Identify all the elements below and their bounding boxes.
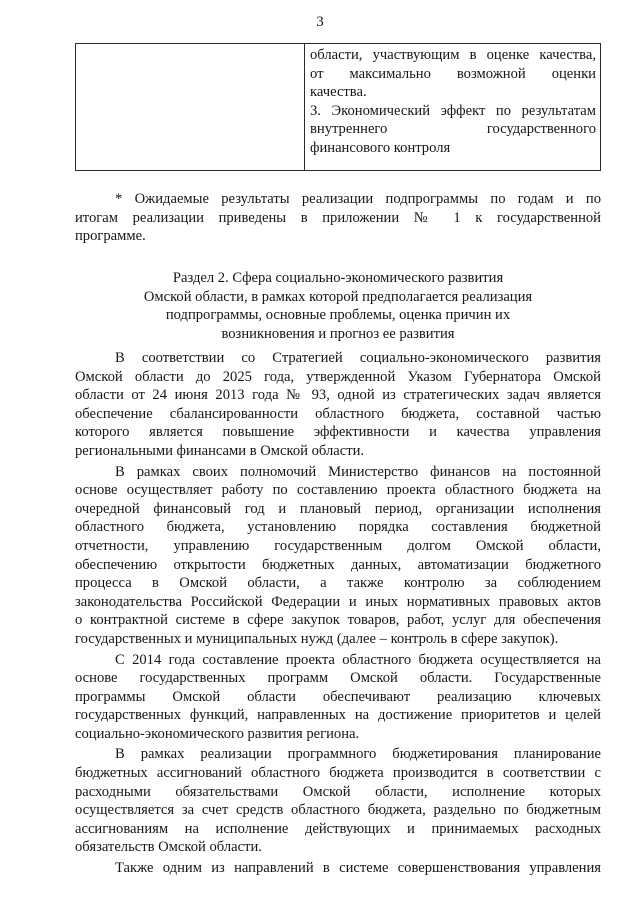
heading-line: Омской области, в рамках которой предполагается реализация [143,288,533,305]
footnote-line: * Ожидаемые результаты реализации подпрограммы по годам и по [115,191,601,207]
paragraph-line: основе осуществляет работу по составлению проекта областного бюджета на [75,482,601,499]
table-line: от максимально возможной оценки [310,65,596,82]
paragraph-line: очередной финансовый год и плановый период, организации исполнения [75,500,601,517]
paragraph-line: области от 24 июня 2013 года № 93, одной из стратегических задач является [75,387,601,404]
paragraph-line: основе государственных программ Омской области. Государственные [75,670,601,687]
paragraph [75,349,601,461]
heading-line: Раздел 2. Сфера социально-экономического развития [172,270,504,286]
heading-line: возникновения и прогноз ее развития [221,325,455,342]
paragraph-line: обеспечению открытости бюджетных данных, автоматизации бюджетного [75,556,601,573]
paragraph-line: Омской области до 2025 года, утвержденной Указом Губернатора Омской [75,368,601,385]
paragraph-line: В рамках реализации программного бюджетирования планирование [115,746,601,763]
paragraph-line: государственных и муниципальных нужд (далее – контроль в сфере закупок). [75,630,559,647]
paragraph-line: отчетности, управлению государственным долгом Омской области, [75,537,601,554]
paragraph-line: обязательств Омской области. [75,839,262,856]
footnote-line: итогам реализации приведены в приложении № 1 к государственной [75,209,601,226]
paragraph [75,463,601,649]
paragraph [75,651,601,744]
paragraph [75,745,601,857]
paragraph-line: которого является повышение эффективности и качества управления [75,424,601,441]
paragraph-line: расходными обязательствами Омской области, исполнение которых [75,783,601,800]
paragraph-line: программы Омской области обеспечивают реализацию ключевых [75,688,601,705]
table-line: финансового контроля [310,139,451,156]
paragraph-line: областного бюджета, установлению порядка составления бюджетной [75,519,601,536]
table-line: 3. Экономический эффект по результатам [310,102,596,119]
paragraph-line: законодательства Российской Федерации и иных нормативных правовых актов [75,593,601,610]
table-line: внутреннего государственного [310,121,596,138]
table-row [76,44,601,171]
paragraph-line: социально-экономического развития региона. [75,725,360,742]
paragraph-line: ассигнованиям на исполнение действующих и принимаемых расходных [75,820,601,837]
paragraph-line: обеспечение сбалансированности областного бюджета, составной частью [75,405,601,422]
paragraph-line: В рамках своих полномочий Министерство финансов на постоянной [115,463,601,480]
footnote [75,190,601,246]
table-line: качества. [310,84,367,101]
table-line: области, участвующим в оценке качества, [310,47,596,63]
footnote-line: программе. [75,228,146,245]
paragraph-line: бюджетных ассигнований областного бюджета производится в соответствии с [75,765,601,782]
page-number: 3 [316,14,324,30]
paragraph-line: осуществляется за счет средств областного бюджета, раздельно по бюджетным [75,802,601,819]
paragraph-line: региональными финансами в Омской области. [75,442,365,459]
paragraph-line: процесса в Омской области, а также контролю за соблюдением [75,575,601,592]
paragraph-line: о контрактной системе в сфере закупок товаров, работ, услуг для обеспечения [75,612,601,629]
continuation-table [75,43,601,171]
paragraph-line: государственных функций, направленных на достижение приоритетов и целей [75,707,601,724]
paragraph [75,859,601,878]
table-cell-indicators [305,44,601,171]
section-heading [75,269,601,343]
table-cell-empty [76,44,305,171]
paragraph-line: Также одним из направлений в системе совершенствования управления [115,860,601,877]
paragraph-line: В соответствии со Стратегией социально-экономического развития [115,350,601,366]
paragraph-line: С 2014 года составление проекта областного бюджета осуществляется на [115,651,601,668]
heading-line: подпрограммы, основные проблемы, оценка причин их [165,307,511,324]
body-text [75,349,601,880]
